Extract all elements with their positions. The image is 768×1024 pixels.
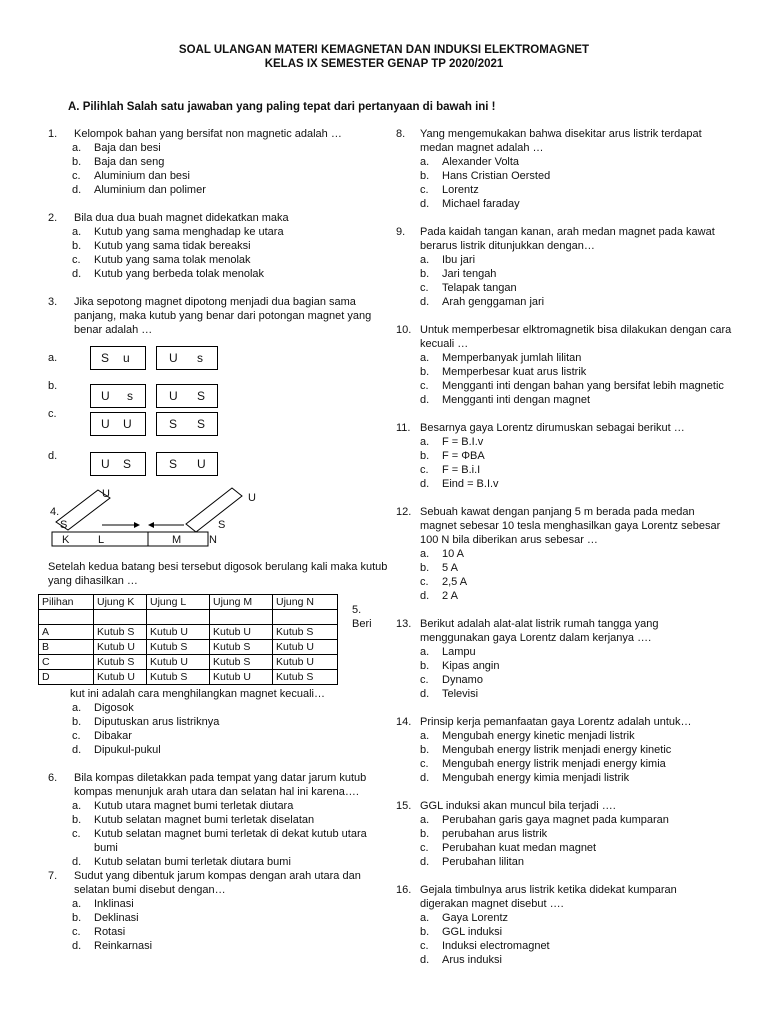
question-1 <box>48 127 368 197</box>
question-text: Besarnya gaya Lorentz dirumuskan sebagai berikut … <box>420 422 685 434</box>
magnet-piece-b2: U S <box>156 384 218 408</box>
option-d[interactable]: d. Televisi <box>420 688 479 700</box>
table-row[interactable]: B Kutub U Kutub S Kutub S Kutub U <box>39 640 338 655</box>
question-number: 7. <box>48 870 58 882</box>
question-text: Beri <box>352 618 372 630</box>
option-a[interactable]: a. Baja dan besi <box>72 142 161 154</box>
table-header-cell: Pilihan <box>39 595 94 610</box>
question-text-cont: menggunakan gaya Lorentz dalam kerjanya …. <box>420 632 652 644</box>
pole-label: S <box>60 519 68 531</box>
question-9 <box>396 225 736 309</box>
end-label-l: L <box>98 534 105 546</box>
question-number: 9. <box>396 226 406 238</box>
option-a[interactable]: a. Kutub yang sama menghadap ke utara <box>72 226 284 238</box>
question-text: Sudut yang dibentuk jarum kompas dengan arah utara dan <box>74 870 361 882</box>
option-c[interactable]: c. Mengubah energy listrik menjadi energy kimia <box>420 758 666 770</box>
question-text-cont: benar adalah … <box>74 324 153 336</box>
option-c[interactable]: c. Kutub yang sama tolak menolak <box>72 254 251 266</box>
option-c[interactable]: c. Rotasi <box>72 926 126 938</box>
pole-label: S <box>218 519 226 531</box>
question-text-cont: yang dihasilkan … <box>48 575 138 587</box>
option-a[interactable]: a. Digosok <box>72 702 134 714</box>
option-b[interactable]: b. perubahan arus listrik <box>420 828 548 840</box>
end-label-m: M <box>172 534 182 546</box>
option-b-label[interactable]: b. <box>48 380 58 392</box>
magnet-piece-d2: S U <box>156 452 218 476</box>
option-c[interactable]: c. F = B.i.I <box>420 464 481 476</box>
option-d[interactable]: d. Arus induksi <box>420 954 502 966</box>
question-text-cont: berarus listrik ditunjukkan dengan… <box>420 240 595 252</box>
option-a-label[interactable]: a. <box>48 352 58 364</box>
option-b[interactable]: b. 5 A <box>420 562 458 574</box>
option-b[interactable]: b. Mengubah energy listrik menjadi energy kinetic <box>420 744 672 756</box>
question-14 <box>396 715 736 785</box>
end-label-k: K <box>62 534 70 546</box>
question-15 <box>396 799 736 869</box>
question-number: 3. <box>48 296 58 308</box>
question-number: 14. <box>396 716 412 728</box>
pole-label: U <box>248 492 256 504</box>
question-number: 13. <box>396 618 412 630</box>
option-a[interactable]: a. F = B.I.v <box>420 436 484 448</box>
document-title: SOAL ULANGAN MATERI KEMAGNETAN DAN INDUKSI ELEKTROMAGNET <box>178 44 590 56</box>
option-d[interactable]: d. Mengubah energy kimia menjadi listrik <box>420 772 630 784</box>
option-d-label[interactable]: d. <box>48 450 58 462</box>
option-d[interactable]: d. Reinkarnasi <box>72 940 153 952</box>
question-number: 1. <box>48 128 58 140</box>
table-row[interactable]: A Kutub S Kutub U Kutub U Kutub S <box>39 625 338 640</box>
option-d[interactable]: d. Kutub selatan bumi terletak diutara bumi <box>72 856 291 868</box>
question-text-cont: selatan bumi disebut dengan… <box>74 884 226 896</box>
pole-label: U <box>102 488 110 500</box>
question-8 <box>396 127 736 211</box>
tilted-magnet-right <box>186 488 242 532</box>
option-b[interactable]: b. Jari tengah <box>420 268 497 280</box>
magnet-piece-c2: S S <box>156 412 218 436</box>
option-d[interactable]: d. Dipukul-pukul <box>72 744 161 756</box>
question-text-cont: panjang, maka kutub yang benar dari potongan magnet yang <box>74 310 372 322</box>
question-text: GGL induksi akan muncul bila terjadi …. <box>420 800 616 812</box>
option-c[interactable]: c. Dynamo <box>420 674 483 686</box>
option-d[interactable]: d. Michael faraday <box>420 198 520 210</box>
table-header-cell: Ujung K <box>94 595 147 610</box>
option-c-cont: bumi <box>94 842 118 854</box>
table-row[interactable]: C Kutub S Kutub U Kutub S Kutub U <box>39 655 338 670</box>
option-a[interactable]: a. 10 A <box>420 548 465 560</box>
question-number: 16. <box>396 884 412 896</box>
question-6 <box>48 771 368 869</box>
question-7 <box>48 869 368 953</box>
option-b[interactable]: b. Baja dan seng <box>72 156 165 168</box>
question-text: Sebuah kawat dengan panjang 5 m berada pada medan <box>420 506 695 518</box>
option-d[interactable]: d. Perubahan lilitan <box>420 856 524 868</box>
question-number: 2. <box>48 212 58 224</box>
option-d[interactable]: d. 2 A <box>420 590 458 602</box>
magnet-piece-a1: S u <box>90 346 146 370</box>
option-b[interactable]: b. Hans Cristian Oersted <box>420 170 551 182</box>
magnet-piece-a2: U s <box>156 346 218 370</box>
option-a[interactable]: a. Kutub utara magnet bumi terletak diutara <box>72 800 294 812</box>
question-10 <box>396 323 756 407</box>
option-c[interactable]: c. Aluminium dan besi <box>72 170 190 182</box>
option-b[interactable]: b. Kutub selatan magnet bumi terletak diselatan <box>72 814 315 826</box>
option-a[interactable]: a. Mengubah energy kinetic menjadi listrik <box>420 730 635 742</box>
table-header-row <box>39 595 338 610</box>
table-row[interactable]: D Kutub U Kutub S Kutub U Kutub S <box>39 670 338 685</box>
option-b[interactable]: b. F = ΦBA <box>420 450 485 462</box>
table-row-empty <box>39 610 338 625</box>
option-b[interactable]: b. Diputuskan arus listriknya <box>72 716 220 728</box>
question-text: Bila dua dua buah magnet didekatkan maka <box>74 212 289 224</box>
question-3 <box>48 295 372 337</box>
option-a[interactable]: a. Ibu jari <box>420 254 476 266</box>
question-text-cont: 100 N bila diberikan arus sebesar … <box>420 534 598 546</box>
question-number: 12. <box>396 506 412 518</box>
option-c-label[interactable]: c. <box>48 408 57 420</box>
option-d[interactable]: d. Eind = B.I.v <box>420 478 499 490</box>
question-text-cont: magnet sebesar 10 tesla menghasilkan gaya Lorentz sebesar <box>420 520 721 532</box>
question-text-cont: digerakan magnet disebut …. <box>420 898 564 910</box>
question-text: Pada kaidah tangan kanan, arah medan magnet pada kawat <box>420 226 715 238</box>
question-12 <box>396 505 756 603</box>
option-b[interactable]: b. Memperbesar kuat arus listrik <box>420 366 587 378</box>
option-b[interactable]: b. Kipas angin <box>420 660 500 672</box>
option-d[interactable]: d. Aluminium dan polimer <box>72 184 206 196</box>
question-13 <box>396 617 736 701</box>
question-number: 15. <box>396 800 412 812</box>
question-text: Kelompok bahan yang bersifat non magnetic adalah … <box>74 128 342 140</box>
question-text-cont: kompas menunjuk arah utara dan selatan hal ini karena…. <box>74 786 359 798</box>
option-d[interactable]: d. Mengganti inti dengan magnet <box>420 394 590 406</box>
option-c[interactable]: c. Perubahan kuat medan magnet <box>420 842 597 854</box>
question-text: Berikut adalah alat-alat listrik rumah tangga yang <box>420 618 659 630</box>
table-header-cell: Ujung N <box>273 595 338 610</box>
table-header-cell: Ujung M <box>210 595 273 610</box>
document-subtitle: KELAS IX SEMESTER GENAP TP 2020/2021 <box>264 58 504 70</box>
option-a[interactable]: a. Alexander Volta <box>420 156 520 168</box>
question-text: Untuk memperbesar elktromagnetik bisa dilakukan dengan cara <box>420 324 732 336</box>
question-text-cont: medan magnet adalah … <box>420 142 544 154</box>
question-text: Yang mengemukakan bahwa disekitar arus listrik terdapat <box>420 128 702 140</box>
question-text: Bila kompas diletakkan pada tempat yang datar jarum kutub <box>74 772 367 784</box>
question-number: 5. <box>352 604 362 616</box>
option-a[interactable]: a. Inklinasi <box>72 898 134 910</box>
table-header-cell: Ujung L <box>147 595 210 610</box>
question-text: Jika sepotong magnet dipotong menjadi dua bagian sama <box>74 296 356 308</box>
question-16 <box>396 883 736 967</box>
option-c[interactable]: c. 2,5 A <box>420 576 468 588</box>
option-a[interactable]: a. Gaya Lorentz <box>420 912 509 924</box>
option-b[interactable]: b. Deklinasi <box>72 912 139 924</box>
magnet-piece-c1: U U <box>90 412 146 436</box>
option-b[interactable]: b. GGL induksi <box>420 926 503 938</box>
option-a[interactable]: a. Perubahan garis gaya magnet pada kumparan <box>420 814 669 826</box>
option-c[interactable]: c. Mengganti inti dengan bahan yang bersifat lebih magnetic <box>420 380 724 392</box>
question-5 <box>48 687 368 757</box>
question-text: Setelah kedua batang besi tersebut digosok berulang kali maka kutub <box>48 561 388 573</box>
question-number: 6. <box>48 772 58 784</box>
question-number: 8. <box>396 128 406 140</box>
option-a[interactable]: a. Memperbanyak jumlah lilitan <box>420 352 582 364</box>
question-text-cont: kut ini adalah cara menghilangkan magnet kecuali… <box>70 688 325 700</box>
option-d[interactable]: d. Kutub yang berbeda tolak menolak <box>72 268 265 280</box>
question-number: 11. <box>396 422 411 434</box>
answer-table <box>38 594 338 685</box>
option-b[interactable]: b. Kutub yang sama tidak bereaksi <box>72 240 251 252</box>
option-c[interactable]: c. Lorentz <box>420 184 479 196</box>
question-11 <box>396 421 736 491</box>
question-number: 4. <box>50 506 60 518</box>
question-text: Prinsip kerja pemanfaatan gaya Lorentz adalah untuk… <box>420 716 692 728</box>
magnet-piece-d1: U S <box>90 452 146 476</box>
option-d[interactable]: d. Arah genggaman jari <box>420 296 545 308</box>
option-a[interactable]: a. Lampu <box>420 646 476 658</box>
option-c[interactable]: c. Telapak tangan <box>420 282 517 294</box>
question-2 <box>48 211 368 281</box>
end-label-n: N <box>209 534 217 546</box>
question-number: 10. <box>396 324 412 336</box>
question-text-cont: kecuali … <box>420 338 469 350</box>
option-c[interactable]: c. Kutub selatan magnet bumi terletak di dekat kutub utara <box>72 828 367 840</box>
option-c[interactable]: c. Induksi electromagnet <box>420 940 550 952</box>
question-text: Gejala timbulnya arus listrik ketika didekat kumparan <box>420 884 677 896</box>
magnet-piece-b1: U s <box>90 384 146 408</box>
section-instruction: A. Pilihlah Salah satu jawaban yang paling tepat dari pertanyaan di bawah ini ! <box>68 101 496 113</box>
option-c[interactable]: c. Dibakar <box>72 730 132 742</box>
